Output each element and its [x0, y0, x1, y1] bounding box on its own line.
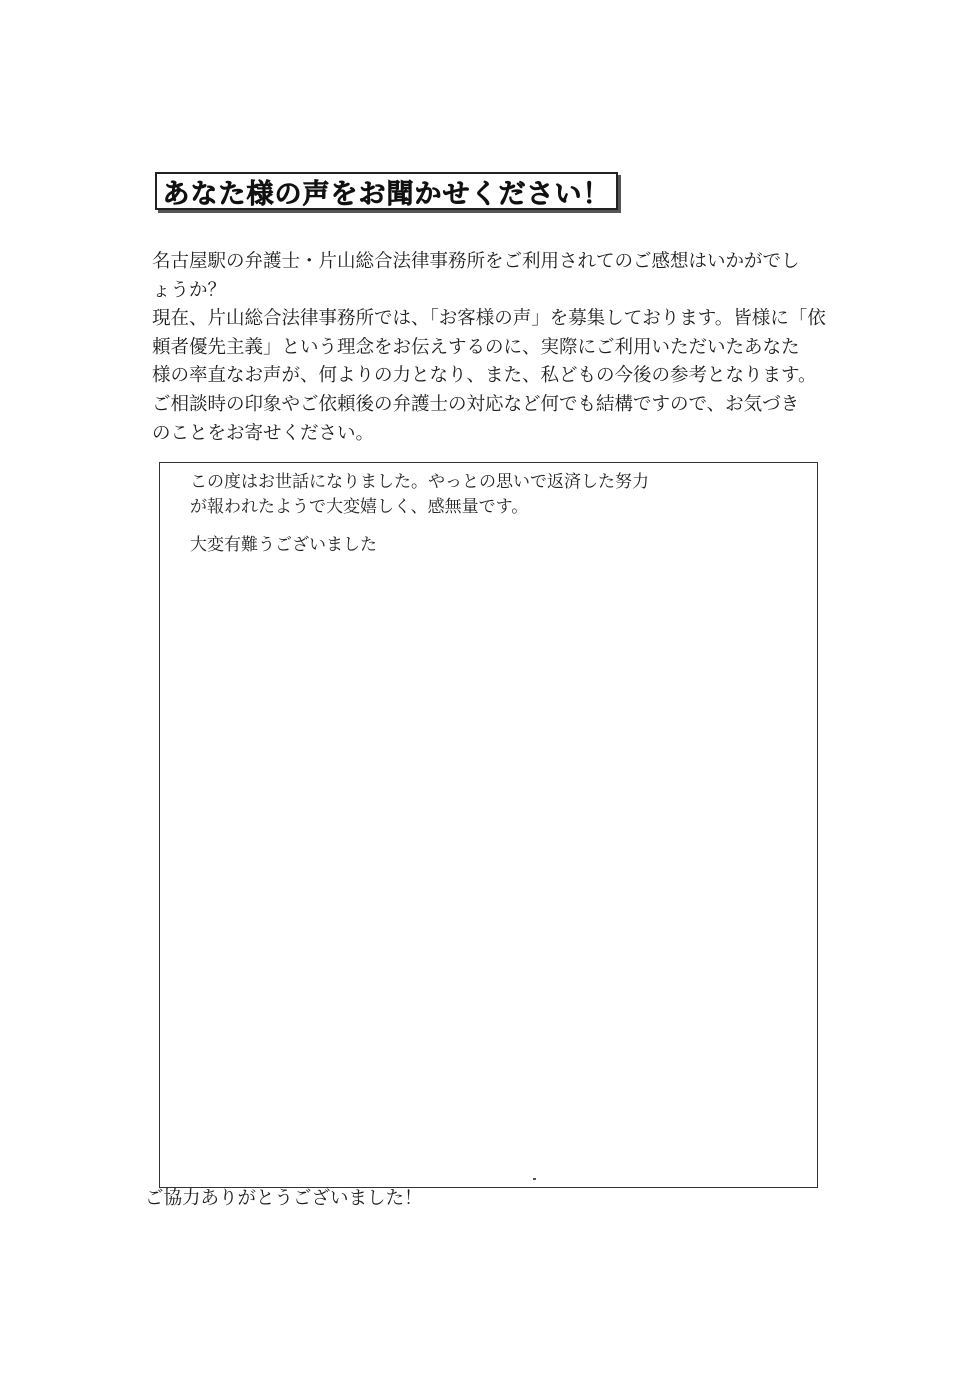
response-line: 大変有難うございました: [190, 535, 377, 555]
response-text: [190, 470, 790, 558]
intro-line: 頼者優先主義」という理念をお伝えするのに、実際にご利用いただいたあなた: [152, 336, 800, 358]
intro-line: 様の率直なお声が、何よりの力となり、また、私どもの今後の参考となります。: [152, 365, 817, 387]
response-line: この度はお世話になりました。やっとの思いで返済した努力: [190, 472, 649, 492]
response-line: が報われたようで大変嬉しく、感無量です。: [190, 497, 529, 517]
scan-speck: [533, 1178, 536, 1180]
response-box: [159, 462, 818, 1188]
title-banner: [155, 172, 618, 210]
intro-line: 現在、片山総合法律事務所では、「お客様の声」を募集しております。皆様に「依: [152, 308, 826, 330]
page-title: あなた様の声をお聞かせください！: [162, 178, 611, 210]
intro-line: ょうか？: [152, 279, 227, 301]
intro-text: [152, 248, 842, 448]
intro-line: のことをお寄せください。: [152, 422, 375, 444]
closing-thanks: ご協力ありがとうございました！: [145, 1188, 423, 1209]
intro-line: ご相談時の印象やご依頼後の弁護士の対応など何でも結構ですので、お気づき: [152, 393, 800, 415]
intro-line: 名古屋駅の弁護士・片山総合法律事務所をご利用されてのご感想はいかがでし: [152, 251, 800, 272]
